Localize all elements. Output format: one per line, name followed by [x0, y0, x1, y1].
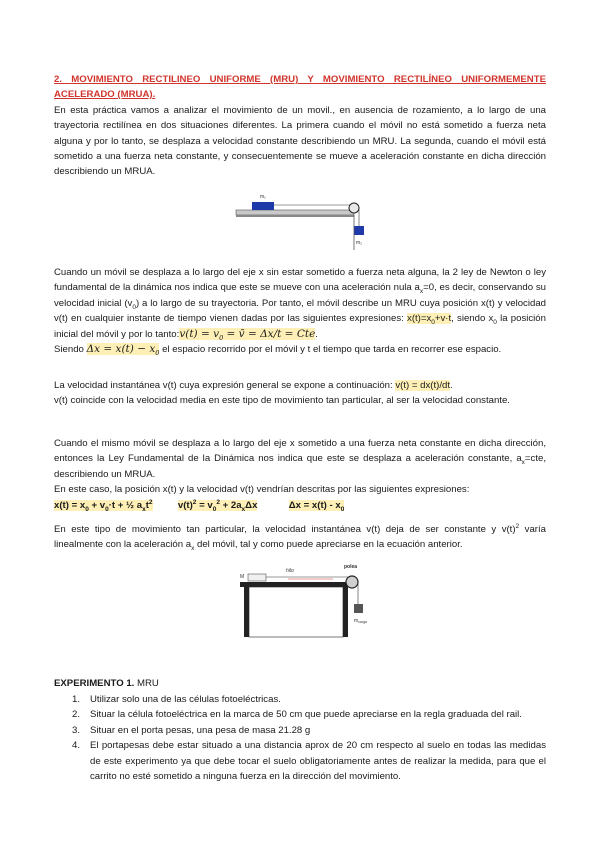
mrua-displacement-equation: $\Delta x = x(t) - x_0$ [288, 499, 345, 513]
rail-icon [236, 210, 354, 215]
mass1-label: m₁ [260, 194, 266, 200]
list-item: 4. El portapesas debe estar situado a una distancia aprox de 20 cm respecto al suelo en todas las medidas de este experimento ya que debe tocar el suelo obligatoriamente antes de realizar la medida, para que el carrito no esté sometido a ninguna fuerza en la dirección del movimiento. [72, 740, 546, 783]
cart-icon [248, 574, 266, 581]
cart-mass-label: M [240, 574, 245, 580]
pulley-label: polea [344, 564, 358, 570]
list-item: 3. Situar en el porta pesas, una pesa de masa 21.28 g [72, 724, 311, 736]
list-item: 1. Utilizar solo una de las células fotoeléctricas. [72, 694, 281, 705]
mrua-note-paragraph: En este tipo de movimiento tan particular, la velocidad instantánea v(t) deja de ser constante y $v(t)^2$ varía linealmente con la aceleración $a_x$ del móvil, tal y como puede apreciarse en la ecuación anterior. [54, 522, 546, 553]
instant-velocity-paragraph: La velocidad instantánea v(t) cuya expresión general se expone a continuación: v(t) = dx(t)/dt. v(t) coincide con la velocidad media en este tipo de movimiento tan particular, al ser la velocidad constante. [54, 380, 510, 407]
pulley-icon [346, 576, 358, 588]
cart-icon [252, 202, 274, 210]
hanging-mass-icon [354, 226, 364, 235]
mru-paragraph: Cuando un móvil se desplaza a lo largo del eje x sin estar sometido a fuerza neta alguna, la 2 ley de Newton o ley fundamental de la dinámica nos indica que este se mueve con una aceleración nula $a_x=0$, es decir, conservando su velocidad inicial $(v_0)$ a lo largo de su trayectoria. Por tanto, el móvil describe un MRU cuya posición x(t) y velocidad v(t) en cualquier instante de tiempo vienen dadas por las siguientes expresiones: $x(t)=x_0+v\cdot t$, siendo $x_0$ la posición inicial del móvil y por lo tanto:v(t) = $v_0$ = v̄ = Δx/t = Cte. Siendo $\Delta x = x(t) - x_0$ el espacio recorrido por el móvil y t el tiempo que tarda en recorrer ese espacio. [54, 267, 546, 358]
experiment-title: EXPERIMENTO 1. MRU [54, 678, 159, 689]
table-frame [249, 587, 343, 637]
mru-displacement-equation: $\Delta x = x(t) - x_0$ [86, 343, 160, 358]
experiment-steps [54, 692, 546, 784]
table-setup-figure [238, 560, 378, 650]
mru-position-equation: $x(t)=x_0+v\cdot t$ [407, 313, 452, 327]
mrua-paragraph: Cuando el mismo móvil se desplaza a lo largo del eje x sometido a una fuerza neta constante en dicha dirección, entonces la Ley Fundamental de la Dinámica nos indica que este se desplaza a aceleración constante, $a_x=cte$, describiendo un MRUA. En este caso, la posición x(t) y la velocidad v(t) vendrían descritas por las siguientes expresiones: $x(t) = x_0 + v_0\cdot t$ + ½ $a_xt^2$ $v(t)^2 = v_0^2 + 2a_x\Delta x$ $\Delta x = x(t) - x_0$ [54, 438, 546, 513]
section-block [54, 72, 546, 180]
hanging-weight-icon [354, 604, 363, 613]
table-top [240, 582, 352, 587]
weight-label: $m_{carga}$ [354, 618, 367, 624]
mrua-velocity-equation: $v(t)^2 = v_0^2 + 2a_x\Delta x$ [177, 498, 258, 513]
table-leg-left [244, 587, 249, 637]
section-heading: 2. MOVIMIENTO RECTILINEO UNIFORME (MRU) Y MOVIMIENTO RECTILÍNEO UNIFORMEMENTE ACELERADO (MRUA). [54, 74, 546, 101]
mru-velocity-equation: $v(t) = v_0$ = v̄ = Δx/t = Cte [179, 327, 316, 342]
rail-base [236, 215, 354, 217]
pulley-icon [349, 203, 359, 213]
mass2-label: m₂ [356, 240, 363, 246]
string-label: hilo [286, 568, 294, 574]
list-item: 2. Situar la célula fotoeléctrica en la marca de 50 cm que puede apreciarse en la regla graduada del rail. [72, 709, 522, 721]
derivative-equation: v(t) = dx(t)/dt [395, 380, 450, 391]
cart-pulley-figure [232, 190, 372, 252]
mrua-position-equation: $x(t) = x_0 + v_0\cdot t$ + ½ $a_xt^2$ [54, 498, 153, 513]
table-leg-right [343, 587, 348, 637]
intro-paragraph: En esta práctica vamos a analizar el movimiento de un movil., en ausencia de rozamiento, a lo largo de una trayectoria rectilínea en dos situaciones diferentes. La primera cuando el móvil no está sometido a fuerza neta alguna y por lo tanto, se desplaza a velocidad constante describiendo un MRU. La segunda, cuando el móvil está sometido a una fuerza neta constante, y consecuentemente se mueve a aceleración constante en dicha dirección describiendo un MRUA. [54, 104, 546, 178]
